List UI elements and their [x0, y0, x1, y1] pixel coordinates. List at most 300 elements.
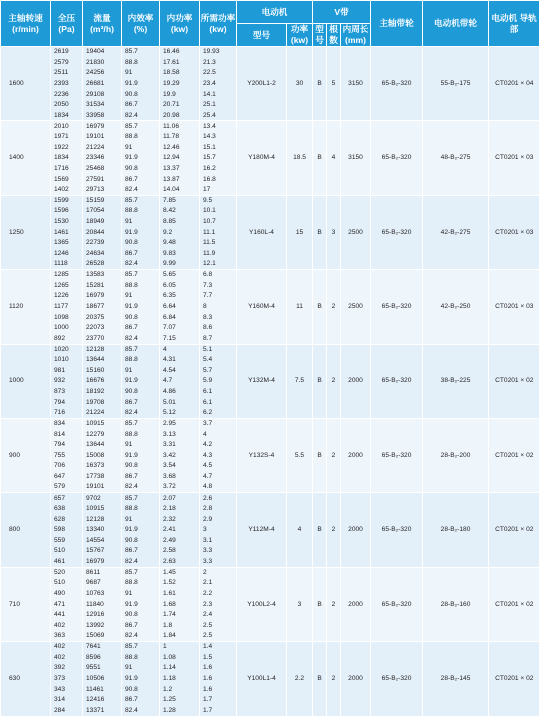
- cell-efficiency: 86.7: [122, 248, 160, 259]
- cell-inner-power: 2.07: [160, 493, 200, 504]
- cell-required-power: 19.93: [200, 47, 237, 58]
- cell-pressure: 1226: [51, 291, 83, 302]
- cell-required-power: 2.5: [200, 631, 237, 642]
- cell-flow: 24634: [83, 248, 122, 259]
- cell-efficiency: 82.4: [122, 557, 160, 568]
- cell-efficiency: 90.8: [122, 312, 160, 323]
- cell-flow: 17738: [83, 472, 122, 483]
- cell-pressure: 1365: [51, 238, 83, 249]
- cell-flow: 15069: [83, 631, 122, 642]
- cell-inner-power: 19.29: [160, 78, 200, 89]
- table-row: [1, 418, 539, 429]
- cell-required-power: 3.3: [200, 557, 237, 568]
- cell-motor-pulley: 48-B₂-275: [423, 121, 489, 195]
- cell-flow: 9551: [83, 663, 122, 674]
- cell-motor-model: Y180M-4: [237, 121, 287, 195]
- cell-required-power: 4.8: [200, 482, 237, 493]
- cell-pressure: 402: [51, 620, 83, 631]
- cell-required-power: 1.6: [200, 684, 237, 695]
- cell-pressure: 1177: [51, 302, 83, 313]
- cell-efficiency: 90.8: [122, 610, 160, 621]
- cell-efficiency: 85.7: [122, 493, 160, 504]
- table-row: [1, 567, 539, 578]
- cell-belt-length: 2000: [341, 344, 371, 418]
- cell-flow: 15281: [83, 280, 122, 291]
- cell-motor-rail: CT0201 × 03: [489, 270, 539, 344]
- cell-flow: 11840: [83, 599, 122, 610]
- cell-motor-rail: CT0201 × 04: [489, 47, 539, 121]
- cell-efficiency: 91: [122, 440, 160, 451]
- cell-efficiency: 90.8: [122, 684, 160, 695]
- cell-inner-power: 3.54: [160, 461, 200, 472]
- cell-flow: 12416: [83, 695, 122, 706]
- cell-efficiency: 91.9: [122, 78, 160, 89]
- cell-pressure: 1834: [51, 110, 83, 121]
- cell-efficiency: 85.7: [122, 567, 160, 578]
- cell-inner-power: 5.12: [160, 408, 200, 419]
- cell-motor-power: 7.5: [287, 344, 313, 418]
- cell-motor-model: Y160M-4: [237, 270, 287, 344]
- cell-pressure: 1716: [51, 163, 83, 174]
- cell-required-power: 22.5: [200, 68, 237, 79]
- cell-speed: 1600: [1, 47, 51, 121]
- cell-pressure: 814: [51, 429, 83, 440]
- cell-efficiency: 90.8: [122, 461, 160, 472]
- cell-pressure: 1098: [51, 312, 83, 323]
- cell-required-power: 4.7: [200, 472, 237, 483]
- cell-fan-pulley: 65-B₂-320: [371, 344, 423, 418]
- cell-flow: 21224: [83, 142, 122, 153]
- cell-required-power: 11.9: [200, 248, 237, 259]
- cell-efficiency: 91.9: [122, 302, 160, 313]
- cell-efficiency: 91: [122, 217, 160, 228]
- cell-fan-pulley: 65-B₂-320: [371, 47, 423, 121]
- cell-efficiency: 91: [122, 142, 160, 153]
- cell-inner-power: 1.8: [160, 620, 200, 631]
- cell-motor-rail: CT0201 × 02: [489, 344, 539, 418]
- cell-speed: 1120: [1, 270, 51, 344]
- cell-motor-power: 11: [287, 270, 313, 344]
- cell-efficiency: 90.8: [122, 535, 160, 546]
- cell-motor-power: 15: [287, 195, 313, 269]
- cell-pressure: 1569: [51, 174, 83, 185]
- cell-flow: 15160: [83, 365, 122, 376]
- header-motor-power: 功率 (kw): [287, 24, 313, 47]
- cell-flow: 29713: [83, 185, 122, 196]
- cell-efficiency: 88.8: [122, 503, 160, 514]
- cell-flow: 22073: [83, 323, 122, 334]
- cell-efficiency: 91: [122, 68, 160, 79]
- cell-efficiency: 88.8: [122, 132, 160, 143]
- cell-pressure: 1000: [51, 323, 83, 334]
- cell-flow: 33958: [83, 110, 122, 121]
- cell-flow: 10763: [83, 588, 122, 599]
- cell-inner-power: 9.48: [160, 238, 200, 249]
- cell-belt-type: B: [313, 121, 327, 195]
- cell-required-power: 1.7: [200, 695, 237, 706]
- cell-motor-rail: CT0201 × 02: [489, 418, 539, 492]
- cell-efficiency: 91.9: [122, 525, 160, 536]
- cell-belt-type: B: [313, 642, 327, 716]
- cell-inner-power: 3.68: [160, 472, 200, 483]
- cell-pressure: 441: [51, 610, 83, 621]
- cell-efficiency: 90.8: [122, 238, 160, 249]
- cell-inner-power: 20.71: [160, 100, 200, 111]
- header-motor: 电动机: [237, 1, 313, 24]
- cell-inner-power: 2.32: [160, 514, 200, 525]
- cell-required-power: 21.3: [200, 57, 237, 68]
- cell-required-power: 2.9: [200, 514, 237, 525]
- cell-belt-length: 2000: [341, 418, 371, 492]
- cell-fan-pulley: 65-B₂-320: [371, 567, 423, 641]
- cell-required-power: 10.1: [200, 206, 237, 217]
- cell-belt-type: B: [313, 47, 327, 121]
- cell-flow: 26528: [83, 259, 122, 270]
- cell-required-power: 6.1: [200, 387, 237, 398]
- cell-inner-power: 4.7: [160, 376, 200, 387]
- cell-inner-power: 5.65: [160, 270, 200, 281]
- cell-belt-count: 2: [327, 270, 341, 344]
- cell-inner-power: 3.31: [160, 440, 200, 451]
- cell-efficiency: 91: [122, 663, 160, 674]
- cell-pressure: 2010: [51, 121, 83, 132]
- cell-required-power: 5.1: [200, 344, 237, 355]
- table-row: [1, 270, 539, 281]
- header-required-power: 所需功率 (kw): [200, 1, 237, 47]
- cell-flow: 18192: [83, 387, 122, 398]
- cell-belt-count: 5: [327, 47, 341, 121]
- cell-required-power: 8.6: [200, 323, 237, 334]
- cell-speed: 1400: [1, 121, 51, 195]
- table-header: [1, 1, 539, 47]
- cell-flow: 18677: [83, 302, 122, 313]
- cell-inner-power: 3.72: [160, 482, 200, 493]
- cell-inner-power: 2.18: [160, 503, 200, 514]
- cell-flow: 8596: [83, 652, 122, 663]
- cell-efficiency: 82.4: [122, 482, 160, 493]
- cell-flow: 21830: [83, 57, 122, 68]
- cell-flow: 12128: [83, 344, 122, 355]
- cell-efficiency: 85.7: [122, 270, 160, 281]
- cell-speed: 630: [1, 642, 51, 716]
- cell-required-power: 14.3: [200, 132, 237, 143]
- cell-motor-pulley: 28-B₂-180: [423, 493, 489, 567]
- cell-flow: 16979: [83, 291, 122, 302]
- cell-inner-power: 12.46: [160, 142, 200, 153]
- cell-efficiency: 91.9: [122, 450, 160, 461]
- cell-efficiency: 91: [122, 365, 160, 376]
- header-speed: 主轴转速 (r/min): [1, 1, 51, 47]
- cell-motor-pulley: 38-B₂-225: [423, 344, 489, 418]
- cell-belt-count: 4: [327, 121, 341, 195]
- cell-required-power: 1.6: [200, 663, 237, 674]
- cell-motor-pulley: 28-B₂-145: [423, 642, 489, 716]
- cell-pressure: 1596: [51, 206, 83, 217]
- cell-required-power: 4.5: [200, 461, 237, 472]
- header-belt-count: 根数: [327, 24, 341, 47]
- cell-efficiency: 88.8: [122, 280, 160, 291]
- cell-pressure: 559: [51, 535, 83, 546]
- cell-pressure: 1285: [51, 270, 83, 281]
- header-motor-model: 型号: [237, 24, 287, 47]
- cell-inner-power: 2.49: [160, 535, 200, 546]
- cell-flow: 23346: [83, 153, 122, 164]
- cell-pressure: 892: [51, 333, 83, 344]
- cell-required-power: 17: [200, 185, 237, 196]
- cell-speed: 710: [1, 567, 51, 641]
- cell-required-power: 13.4: [200, 121, 237, 132]
- cell-pressure: 579: [51, 482, 83, 493]
- cell-motor-model: Y200L1-2: [237, 47, 287, 121]
- cell-pressure: 2050: [51, 100, 83, 111]
- cell-inner-power: 7.85: [160, 195, 200, 206]
- cell-required-power: 3.3: [200, 546, 237, 557]
- cell-flow: 25468: [83, 163, 122, 174]
- cell-required-power: 16.2: [200, 163, 237, 174]
- cell-required-power: 2.6: [200, 493, 237, 504]
- cell-efficiency: 86.7: [122, 472, 160, 483]
- cell-belt-length: 2500: [341, 270, 371, 344]
- cell-flow: 13371: [83, 705, 122, 716]
- cell-flow: 29108: [83, 89, 122, 100]
- cell-flow: 10915: [83, 503, 122, 514]
- header-motor-pulley: 电动机带轮: [423, 1, 489, 47]
- cell-pressure: 343: [51, 684, 83, 695]
- cell-efficiency: 91: [122, 291, 160, 302]
- cell-efficiency: 86.7: [122, 100, 160, 111]
- table-row: [1, 344, 539, 355]
- cell-required-power: 1.5: [200, 652, 237, 663]
- cell-required-power: 4.2: [200, 440, 237, 451]
- cell-flow: 26681: [83, 78, 122, 89]
- cell-speed: 800: [1, 493, 51, 567]
- cell-efficiency: 91.9: [122, 227, 160, 238]
- cell-inner-power: 4: [160, 344, 200, 355]
- cell-flow: 13340: [83, 525, 122, 536]
- cell-efficiency: 82.4: [122, 333, 160, 344]
- cell-pressure: 2579: [51, 57, 83, 68]
- cell-motor-model: Y132M-4: [237, 344, 287, 418]
- cell-flow: 10506: [83, 673, 122, 684]
- cell-efficiency: 91: [122, 588, 160, 599]
- cell-belt-length: 3150: [341, 121, 371, 195]
- cell-required-power: 5.9: [200, 376, 237, 387]
- header-vbelt: V带: [313, 1, 371, 24]
- cell-flow: 24256: [83, 68, 122, 79]
- cell-belt-count: 2: [327, 493, 341, 567]
- cell-efficiency: 85.7: [122, 195, 160, 206]
- cell-belt-type: B: [313, 195, 327, 269]
- cell-efficiency: 82.4: [122, 259, 160, 270]
- cell-inner-power: 1.18: [160, 673, 200, 684]
- cell-inner-power: 13.87: [160, 174, 200, 185]
- cell-required-power: 25.4: [200, 110, 237, 121]
- cell-motor-rail: CT0201 × 02: [489, 567, 539, 641]
- cell-required-power: 8: [200, 302, 237, 313]
- cell-required-power: 7.7: [200, 291, 237, 302]
- header-belt-length: 内周长 (mm): [341, 24, 371, 47]
- cell-required-power: 6.8: [200, 270, 237, 281]
- cell-motor-power: 3: [287, 567, 313, 641]
- cell-required-power: 2.4: [200, 610, 237, 621]
- cell-efficiency: 82.4: [122, 408, 160, 419]
- cell-flow: 12128: [83, 514, 122, 525]
- cell-flow: 14554: [83, 535, 122, 546]
- cell-flow: 13644: [83, 440, 122, 451]
- cell-pressure: 2236: [51, 89, 83, 100]
- cell-pressure: 373: [51, 673, 83, 684]
- cell-inner-power: 20.98: [160, 110, 200, 121]
- cell-pressure: 794: [51, 440, 83, 451]
- cell-motor-power: 5.5: [287, 418, 313, 492]
- cell-belt-length: 2000: [341, 642, 371, 716]
- cell-efficiency: 88.8: [122, 429, 160, 440]
- cell-pressure: 1971: [51, 132, 83, 143]
- cell-required-power: 7.3: [200, 280, 237, 291]
- cell-efficiency: 82.4: [122, 185, 160, 196]
- cell-motor-rail: CT0201 × 02: [489, 642, 539, 716]
- cell-inner-power: 1.25: [160, 695, 200, 706]
- cell-required-power: 15.1: [200, 142, 237, 153]
- cell-motor-model: Y112M-4: [237, 493, 287, 567]
- cell-required-power: 16.8: [200, 174, 237, 185]
- cell-inner-power: 9.2: [160, 227, 200, 238]
- cell-pressure: 755: [51, 450, 83, 461]
- cell-flow: 16676: [83, 376, 122, 387]
- cell-efficiency: 90.8: [122, 387, 160, 398]
- cell-flow: 9702: [83, 493, 122, 504]
- cell-belt-length: 3150: [341, 47, 371, 121]
- cell-inner-power: 5.01: [160, 397, 200, 408]
- cell-pressure: 834: [51, 418, 83, 429]
- cell-motor-power: 4: [287, 493, 313, 567]
- cell-required-power: 3: [200, 525, 237, 536]
- cell-required-power: 4: [200, 429, 237, 440]
- cell-inner-power: 3.13: [160, 429, 200, 440]
- cell-inner-power: 6.64: [160, 302, 200, 313]
- cell-required-power: 2.8: [200, 503, 237, 514]
- cell-belt-length: 2000: [341, 493, 371, 567]
- cell-required-power: 3.7: [200, 418, 237, 429]
- cell-inner-power: 2.63: [160, 557, 200, 568]
- cell-pressure: 402: [51, 642, 83, 653]
- cell-efficiency: 86.7: [122, 620, 160, 631]
- cell-efficiency: 86.7: [122, 397, 160, 408]
- cell-inner-power: 11.78: [160, 132, 200, 143]
- cell-pressure: 932: [51, 376, 83, 387]
- cell-required-power: 1.7: [200, 705, 237, 716]
- cell-pressure: 1020: [51, 344, 83, 355]
- cell-flow: 27591: [83, 174, 122, 185]
- cell-flow: 16979: [83, 121, 122, 132]
- cell-inner-power: 19.9: [160, 89, 200, 100]
- cell-belt-count: 2: [327, 418, 341, 492]
- cell-pressure: 314: [51, 695, 83, 706]
- cell-required-power: 23.4: [200, 78, 237, 89]
- cell-inner-power: 16.46: [160, 47, 200, 58]
- cell-required-power: 10.7: [200, 217, 237, 228]
- cell-pressure: 873: [51, 387, 83, 398]
- cell-pressure: 1246: [51, 248, 83, 259]
- cell-inner-power: 1.74: [160, 610, 200, 621]
- cell-inner-power: 9.99: [160, 259, 200, 270]
- cell-motor-rail: CT0201 × 02: [489, 493, 539, 567]
- cell-pressure: 402: [51, 652, 83, 663]
- cell-required-power: 2: [200, 567, 237, 578]
- cell-pressure: 706: [51, 461, 83, 472]
- cell-fan-pulley: 65-B₂-320: [371, 418, 423, 492]
- cell-motor-power: 18.5: [287, 121, 313, 195]
- cell-motor-model: Y100L2-4: [237, 567, 287, 641]
- cell-belt-length: 2500: [341, 195, 371, 269]
- cell-required-power: 2.2: [200, 588, 237, 599]
- table-row: [1, 493, 539, 504]
- cell-pressure: 1118: [51, 259, 83, 270]
- cell-flow: 16373: [83, 461, 122, 472]
- cell-required-power: 14.1: [200, 89, 237, 100]
- cell-efficiency: 82.4: [122, 110, 160, 121]
- cell-belt-type: B: [313, 418, 327, 492]
- cell-required-power: 12.1: [200, 259, 237, 270]
- cell-pressure: 510: [51, 578, 83, 589]
- cell-pressure: 284: [51, 705, 83, 716]
- cell-inner-power: 6.84: [160, 312, 200, 323]
- cell-pressure: 1402: [51, 185, 83, 196]
- cell-flow: 8611: [83, 567, 122, 578]
- cell-pressure: 1834: [51, 153, 83, 164]
- cell-inner-power: 18.58: [160, 68, 200, 79]
- cell-required-power: 11.1: [200, 227, 237, 238]
- cell-inner-power: 4.86: [160, 387, 200, 398]
- cell-inner-power: 1: [160, 642, 200, 653]
- table-row: [1, 47, 539, 58]
- cell-required-power: 15.7: [200, 153, 237, 164]
- cell-belt-type: B: [313, 344, 327, 418]
- cell-required-power: 4.3: [200, 450, 237, 461]
- cell-inner-power: 13.37: [160, 163, 200, 174]
- cell-motor-power: 2.2: [287, 642, 313, 716]
- cell-belt-count: 3: [327, 195, 341, 269]
- table-row: [1, 642, 539, 653]
- cell-speed: 1000: [1, 344, 51, 418]
- cell-efficiency: 88.8: [122, 578, 160, 589]
- cell-flow: 10915: [83, 418, 122, 429]
- cell-inner-power: 1.68: [160, 599, 200, 610]
- cell-required-power: 8.7: [200, 333, 237, 344]
- cell-pressure: 490: [51, 588, 83, 599]
- cell-pressure: 363: [51, 631, 83, 642]
- cell-flow: 19101: [83, 482, 122, 493]
- cell-flow: 15008: [83, 450, 122, 461]
- cell-motor-rail: CT0201 × 03: [489, 195, 539, 269]
- cell-flow: 19708: [83, 397, 122, 408]
- cell-efficiency: 86.7: [122, 546, 160, 557]
- cell-flow: 18949: [83, 217, 122, 228]
- cell-motor-pulley: 55-B₂-175: [423, 47, 489, 121]
- cell-flow: 15767: [83, 546, 122, 557]
- cell-inner-power: 3.42: [160, 450, 200, 461]
- cell-efficiency: 88.8: [122, 355, 160, 366]
- cell-inner-power: 1.45: [160, 567, 200, 578]
- cell-belt-length: 2000: [341, 567, 371, 641]
- cell-efficiency: 88.8: [122, 206, 160, 217]
- cell-required-power: 6.1: [200, 397, 237, 408]
- cell-flow: 23770: [83, 333, 122, 344]
- cell-pressure: 510: [51, 546, 83, 557]
- cell-speed: 1250: [1, 195, 51, 269]
- cell-flow: 17054: [83, 206, 122, 217]
- cell-pressure: 981: [51, 365, 83, 376]
